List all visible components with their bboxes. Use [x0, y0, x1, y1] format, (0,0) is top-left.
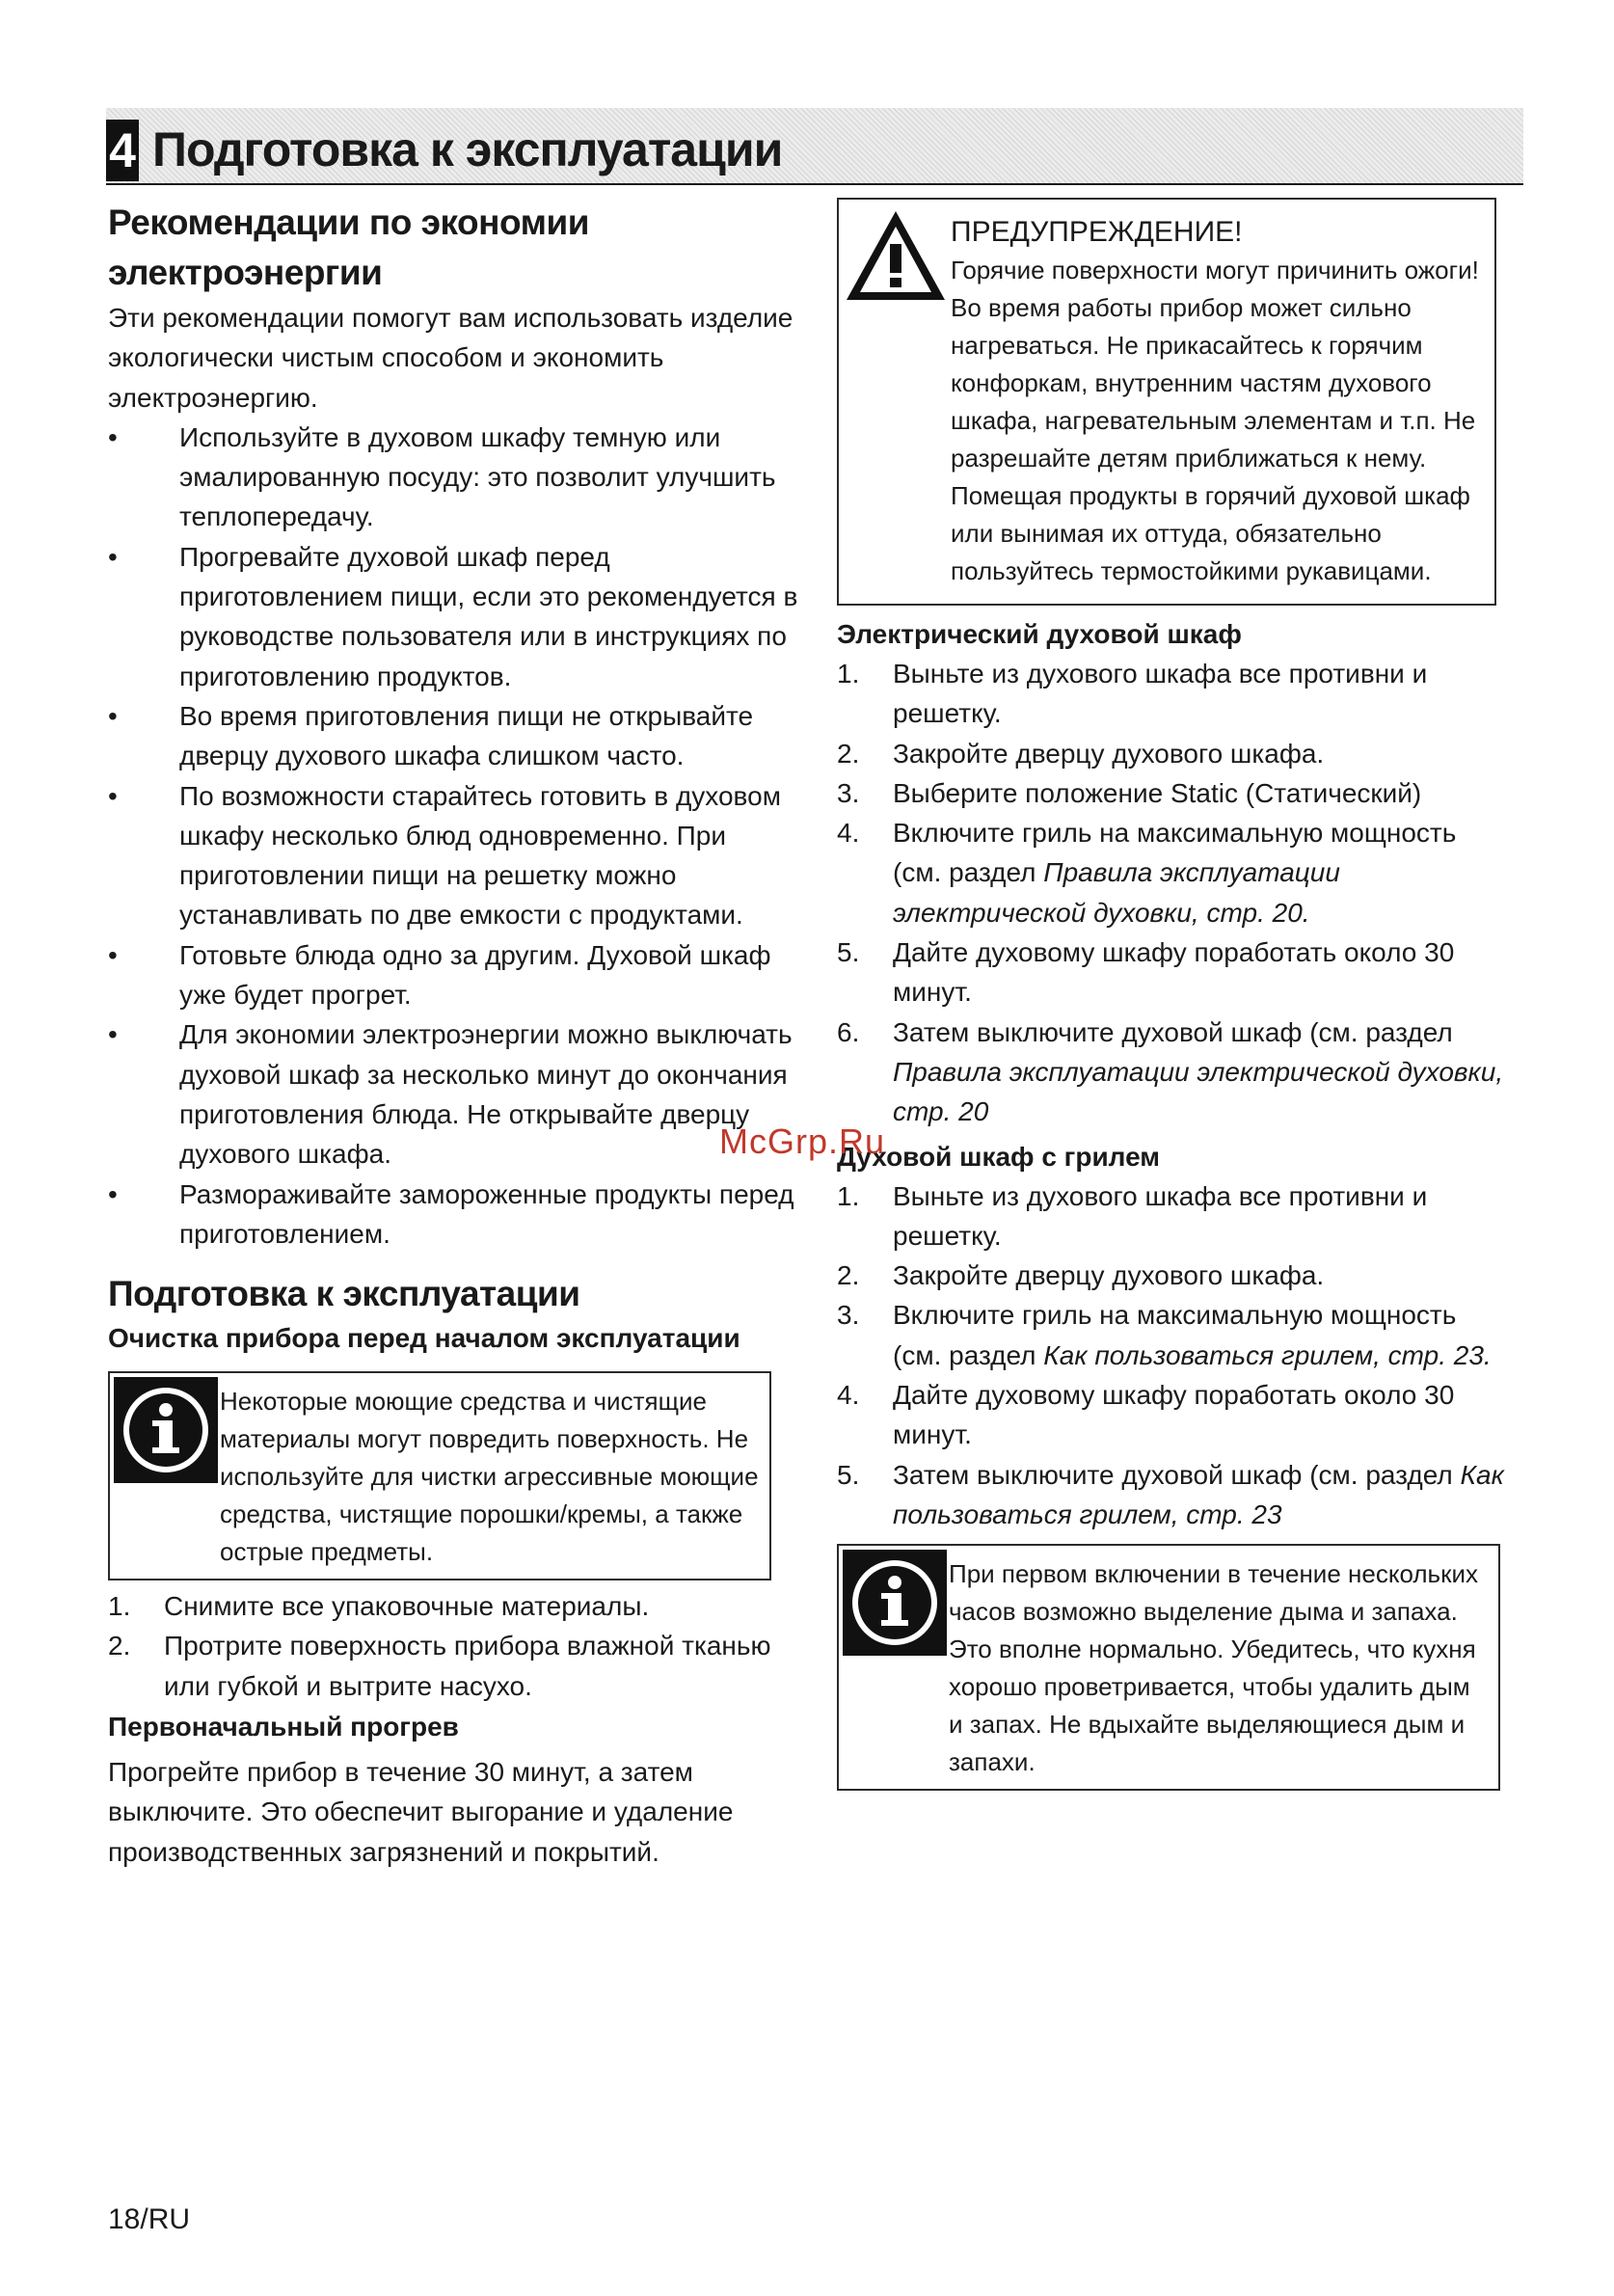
list-item: 1. Снимите все упаковочные материалы. [108, 1591, 650, 1622]
list-item: 1. Выньте из духового шкафа все противни и решетку. [837, 1180, 1428, 1251]
cleaning-steps [108, 1586, 802, 1706]
list-item: • Во время приготовления пищи не открывайте дверцу духового шкафа слишком часто. [108, 700, 754, 771]
list-item: • Готовьте блюда одно за другим. Духовой шкаф уже будет прогрет. [108, 939, 771, 1011]
list-item: • Размораживайте замороженные продукты перед приготовлением. [108, 1178, 794, 1249]
cross-reference: Правила эксплуатации электрической духовки, стр. 20. [893, 857, 1340, 928]
info-icon [114, 1377, 218, 1488]
list-item: 3. Выберите положение Static (Статический) [837, 777, 1422, 808]
list-item: 6. Затем выключите духовой шкаф (см. раздел Правила эксплуатации электрической духовки, стр. 20 [837, 1016, 1504, 1127]
chapter-number: 4 [106, 120, 139, 181]
info-note-first-use [837, 1544, 1500, 1791]
right-column [837, 198, 1512, 1791]
prep-heading: Подготовка к эксплуатации [108, 1274, 580, 1314]
heating-text: Прогрейте прибор в течение 30 минут, а затем выключите. Это обеспечит выгорание и удаление производственных загрязнений и покрытий. [108, 1757, 734, 1867]
energy-heading: Рекомендации по экономии электроэнергии [108, 203, 589, 292]
info-icon [843, 1550, 947, 1661]
list-item: 5. Затем выключите духовой шкаф (см. раздел Как пользоваться грилем, стр. 23 [837, 1459, 1504, 1529]
left-column [108, 198, 802, 1872]
list-item: • Используйте в духовом шкафу темную или эмалированную посуду: это позволит улучшить теплопередачу. [108, 421, 776, 532]
list-item: • Прогревайте духовой шкаф перед приготовлением пищи, если это рекомендуется в руководстве пользователя или в инструкциях по приготовлению продуктов. [108, 541, 798, 691]
list-item: 2. Закройте дверцу духового шкафа. [837, 1260, 1325, 1291]
energy-intro: Эти рекомендации помогут вам использовать изделие экологически чистым способом и экономить электроэнергию. [108, 303, 794, 413]
list-item: 3. Включите гриль на максимальную мощность (см. раздел Как пользоваться грилем, стр. 23. [837, 1300, 1492, 1370]
grill-steps [837, 1176, 1512, 1535]
info-note-cleaning [108, 1371, 771, 1580]
page-number: 18/RU [108, 2203, 191, 2235]
heating-heading: Первоначальный прогрев [108, 1712, 459, 1742]
list-item: • Для экономии электроэнергии можно выключать духовой шкаф за несколько минут до окончания приготовления блюда. Не открывайте дверцу духового шкафа. [108, 1019, 793, 1170]
warning-title: ПРЕДУПРЕЖДЕНИЕ! [951, 216, 1243, 248]
list-item: 2. Закройте дверцу духового шкафа. [837, 738, 1325, 769]
warning-line-1: Горячие поверхности могут причинить ожоги! [951, 256, 1479, 284]
warning-line-3: Помещая продукты в горячий духовой шкаф или вынимая их оттуда, обязательно пользуйтесь термостойкими рукавицами. [951, 481, 1470, 585]
cross-reference: Правила эксплуатации электрической духовки, стр. 20 [893, 1056, 1504, 1127]
cross-reference: Как пользоваться грилем, стр. 23. [1043, 1339, 1492, 1370]
electric-heading: Электрический духовой шкаф [837, 619, 1242, 649]
list-item: 5. Дайте духовому шкафу поработать около 30 минут. [837, 937, 1455, 1008]
list-item: 1. Выньте из духового шкафа все противни и решетку. [837, 659, 1428, 729]
energy-tips-list [108, 418, 802, 1254]
warning-icon [843, 207, 949, 309]
grill-heading: Духовой шкаф с грилем [837, 1141, 1160, 1172]
list-item: 4. Дайте духовому шкафу поработать около 30 минут. [837, 1380, 1455, 1450]
chapter-header [106, 108, 1523, 185]
warning-line-2: Во время работы прибор может сильно нагреваться. Не прикасайтесь к горячим конфоркам, внутренним частям духового шкафа, нагревательным элементам и т.п. Не разрешайте детям приближаться к нему. [951, 293, 1476, 473]
chapter-title: Подготовка к эксплуатации [152, 122, 783, 176]
electric-steps [837, 654, 1512, 1132]
info-note-text: Некоторые моющие средства и чистящие материалы могут повредить поверхность. Не используйте для чистки агрессивные моющие средства, чистящие порошки/кремы, а также острые предметы. [220, 1387, 759, 1567]
cross-reference: Как пользоваться грилем, стр. 23 [893, 1459, 1504, 1529]
cleaning-heading: Очистка прибора перед началом эксплуатации [108, 1323, 740, 1354]
warning-box [837, 198, 1496, 606]
info-note-text: При первом включении в течение нескольких часов возможно выделение дыма и запаха. Это вполне нормально. Убедитесь, что кухня хорошо проветривается, чтобы удалить дым и запах. Не вдыхайте выделяющиеся дым и запахи. [949, 1559, 1478, 1777]
list-item: 2. Протрите поверхность прибора влажной тканью или губкой и вытрите насухо. [108, 1631, 771, 1701]
list-item: 4. Включите гриль на максимальную мощность (см. раздел Правила эксплуатации электрической духовки, стр. 20. [837, 818, 1457, 928]
watermark: McGrp.Ru [719, 1121, 886, 1161]
list-item: • По возможности старайтесь готовить в духовом шкафу несколько блюд одновременно. При приготовлении пищи на решетку можно устанавливать по две емкости с продуктами. [108, 780, 781, 931]
